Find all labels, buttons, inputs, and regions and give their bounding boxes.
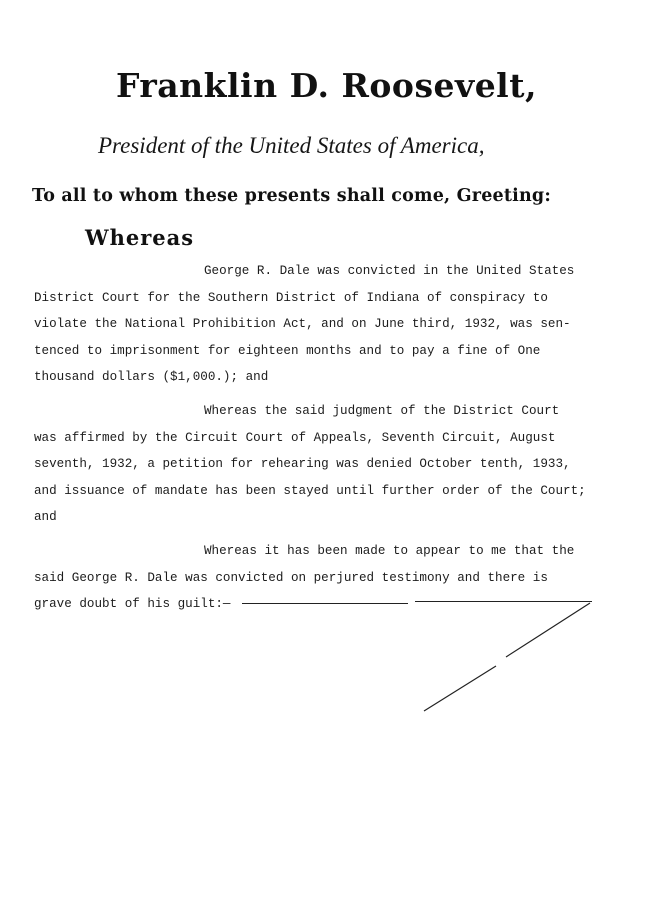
greeting-line: To all to whom these presents shall come, Greeting: xyxy=(32,186,552,206)
paragraph-line: thousand dollars ($1,000.); and xyxy=(34,370,269,384)
paragraph-line: violate the National Prohibition Act, and on June third, 1932, was sen- xyxy=(34,317,571,331)
paragraph-line: George R. Dale was convicted in the United States xyxy=(204,264,575,278)
document-title: Franklin D. Roosevelt, xyxy=(116,66,537,105)
cancel-stroke-lower xyxy=(424,666,496,711)
paragraph-line: was affirmed by the Circuit Court of Appeals, Seventh Circuit, August xyxy=(34,430,556,445)
cancel-stroke-upper xyxy=(506,603,590,657)
paragraph-line: and xyxy=(34,510,57,524)
paragraph-line: grave doubt of his guilt:— xyxy=(34,597,231,611)
paragraph-line: Whereas the said judgment of the District Court xyxy=(204,404,560,418)
paragraph-line: Whereas it has been made to appear to me that the xyxy=(204,544,575,558)
paragraph-line: tenced to imprisonment for eighteen months and to pay a fine of One xyxy=(34,343,541,358)
paragraph-line: said George R. Dale was convicted on perjured testimony and there is xyxy=(34,570,548,585)
paragraph-line: and issuance of mandate has been stayed until further order of the Court; xyxy=(34,483,586,498)
presidential-office: President of the United States of America, xyxy=(98,133,485,158)
paragraph-line: District Court for the Southern District of Indiana of conspiracy to xyxy=(34,290,548,305)
paragraph-line: seventh, 1932, a petition for rehearing was denied October tenth, 1933, xyxy=(34,457,571,471)
whereas-heading: Whereas xyxy=(85,225,195,250)
